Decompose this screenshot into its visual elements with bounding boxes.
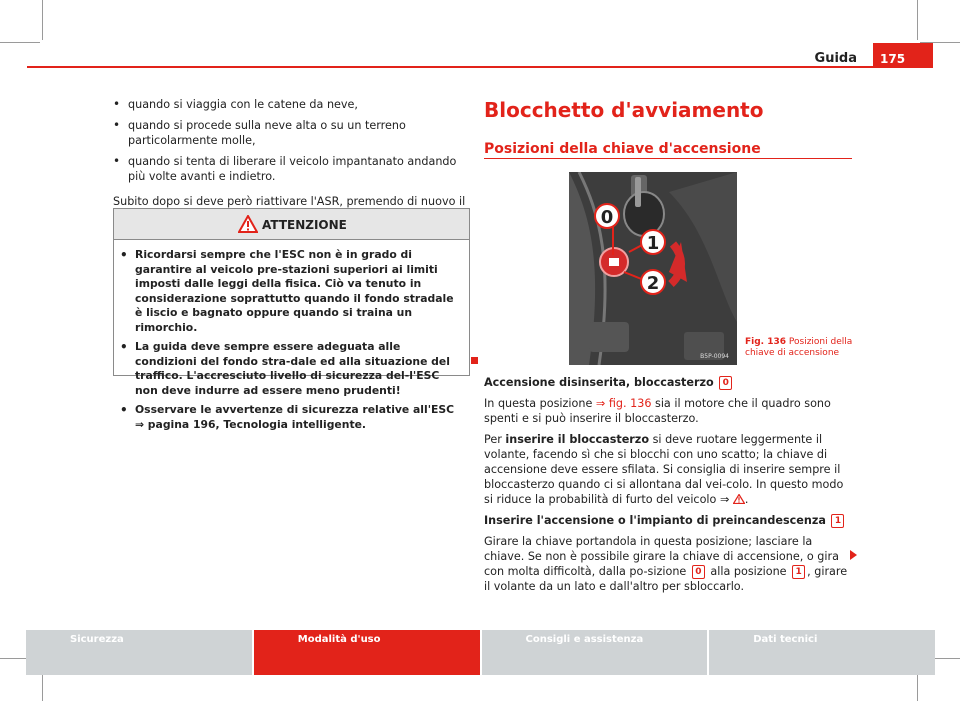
list-item: • quando si procede sulla neve alta o su un terreno particolarmente molle, [113, 118, 470, 148]
list-item: • quando si tenta di liberare il veicolo impantanato andando più volte avanti e indietro. [113, 154, 470, 184]
tab-sicurezza[interactable]: Sicurezza [26, 630, 252, 675]
tab-dati-tecnici[interactable]: Dati tecnici [709, 630, 935, 675]
paragraph: Subito dopo si deve però riattivare l'ASR, premendo di nuovo il [113, 195, 466, 208]
chapter-heading: Blocchetto d'avviamento [484, 98, 764, 122]
figure-code: B5P-0094 [700, 353, 729, 360]
ignition-illustration [569, 172, 737, 365]
warning-body [114, 240, 469, 432]
warning-triangle-icon [238, 215, 258, 233]
figure-caption-label: Fig. 136 [745, 337, 787, 347]
subheading-ignition: Inserire l'accensione o l'impianto di preincandescenza 1 [484, 513, 854, 528]
position-badge-0: 0 [692, 565, 705, 579]
figure-caption-text: Posizioni della chiave di accensione [745, 337, 853, 358]
ignition-key-figure [569, 172, 737, 365]
section-title: Guida [814, 51, 857, 66]
paragraph: Girare la chiave portandola in questa posizione; lasciare la chiave. Se non è possibile girare la chiave di accensione, o gira con molta difficoltà, dalla po-sizione 0 alla posizione 1 , girare il volante da un lato e dall'altro per sbloccarlo. [484, 535, 848, 593]
right-column [484, 375, 854, 600]
figure-label-2: 2 [646, 273, 660, 294]
position-badge-1: 1 [831, 514, 844, 528]
paragraph: Per inserire il bloccasterzo si deve ruotare leggermente il volante, facendo sì che si blocchi con uno scatto; la chiave di accensione deve essere sfilata. Si consiglia di inserire sempre il bloccasterzo quando ci si allontana dal vei-colo. In questo modo si riduce la probabilità di furto del veicolo ⇒ . [484, 433, 844, 506]
header-rule [27, 66, 933, 68]
list-item: • quando si viaggia con le catene da neve, [113, 97, 470, 112]
position-badge-0: 0 [719, 376, 732, 390]
crop-mark [917, 0, 918, 40]
continue-arrow-icon [850, 550, 857, 560]
warning-header [114, 209, 469, 240]
section-heading-rule [484, 158, 852, 159]
position-badge-1: 1 [792, 565, 805, 579]
warning-item: • La guida deve sempre essere adeguata alle condizioni del fondo stra-dale ed alla situazione del traffico. L'accresciuto livello di sicurezza del-l'ESC non deve indurre ad essere meno prudenti! [120, 340, 463, 398]
footer-nav [26, 630, 935, 675]
warning-item: • Osservare le avvertenze di sicurezza relative all'ESC ⇒ pagina 196, Tecnologia intelligente. [120, 403, 463, 432]
paragraph: In questa posizione ⇒ fig. 136 sia il motore che il quadro sono spenti e si può inserire il bloccasterzo. [484, 397, 831, 425]
tab-modalita-uso[interactable]: Modalità d'uso [254, 630, 480, 675]
figure-link[interactable]: ⇒ fig. 136 [595, 397, 652, 410]
warning-box [113, 208, 470, 431]
figure-label-1: 1 [646, 233, 660, 254]
figure-caption [745, 337, 855, 359]
left-column [113, 97, 470, 224]
page-number: 175 [880, 52, 906, 66]
figure-label-0: 0 [600, 207, 614, 228]
section-heading: Posizioni della chiave d'accensione [484, 141, 761, 157]
subheading-lock: Accensione disinserita, bloccasterzo 0 [484, 375, 854, 390]
warning-triangle-icon [733, 494, 745, 504]
tab-consigli-assistenza[interactable]: Consigli e assistenza [482, 630, 708, 675]
warning-item: • Ricordarsi sempre che l'ESC non è in grado di garantire al veicolo pre-stazioni superiori ai limiti imposti dalle leggi della fisica. Ciò va tenuto in considerazione soprattutto quando il fondo stradale è liscio e bagnato oppure quando si traina un rimorchio. [120, 248, 463, 335]
crop-mark [42, 0, 43, 40]
warning-title: ATTENZIONE [262, 218, 347, 232]
section-end-marker [471, 357, 478, 364]
crop-mark [0, 42, 40, 43]
